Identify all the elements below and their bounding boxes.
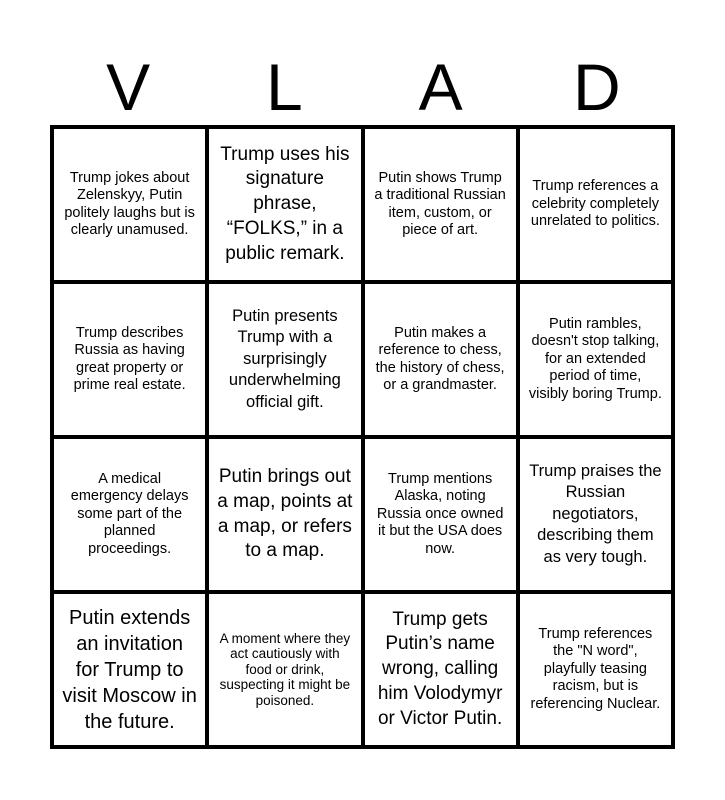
bingo-cell-r4-c1[interactable] <box>54 594 205 745</box>
cell-text: Putin extends an invitation for Trump to visit Moscow in the future. <box>62 606 197 733</box>
cell-text: Trump references the "N word", playfully teasing racism, but is referencing Nuclear. <box>530 626 661 712</box>
bingo-cell-r1-c3[interactable] <box>365 129 516 280</box>
cell-text: Trump gets Putin’s name wrong, calling him Volodymyr or Victor Putin. <box>377 608 503 729</box>
cell-text: Trump mentions Alaska, noting Russia once owned it but the USA does now. <box>376 471 504 557</box>
cell-text: Trump describes Russia as having great property or prime real estate. <box>73 324 186 393</box>
cell-text: Putin shows Trump a traditional Russian item, custom, or piece of art. <box>374 169 506 238</box>
header-letter-d: D <box>573 50 621 124</box>
cell-text: A moment where they act cautiously with food or drink, suspecting it might be poisoned. <box>219 630 351 708</box>
bingo-cell-r3-c2[interactable] <box>209 439 360 590</box>
cell-text: Putin rambles, doesn't stop talking, for an extended period of time, visibly boring Trump. <box>528 316 662 402</box>
cell-text: Trump jokes about Zelenskyy, Putin politely laughs but is clearly unamused. <box>64 169 195 238</box>
cell-text: A medical emergency delays some part of the planned proceedings. <box>70 471 189 557</box>
cell-text: Trump uses his signature phrase, “FOLKS,” in a public remark. <box>220 143 350 264</box>
cell-text: Trump references a celebrity completely unrelated to politics. <box>530 178 660 230</box>
cell-text: Putin brings out a map, points at a map, or refers to a map. <box>217 466 353 562</box>
bingo-cell-r1-c2[interactable] <box>209 129 360 280</box>
bingo-cell-r3-c4[interactable] <box>520 439 671 590</box>
header-letter-l: L <box>266 50 303 124</box>
bingo-cell-r1-c1[interactable] <box>54 129 205 280</box>
bingo-cell-r1-c4[interactable] <box>520 129 671 280</box>
bingo-cell-r4-c3[interactable] <box>365 594 516 745</box>
bingo-cell-r3-c1[interactable] <box>54 439 205 590</box>
cell-text: Putin presents Trump with a surprisingly underwhelming official gift. <box>228 306 341 411</box>
bingo-cell-r4-c4[interactable] <box>520 594 671 745</box>
bingo-board <box>50 125 675 749</box>
header-letter-v: V <box>106 50 151 124</box>
bingo-cell-r2-c2[interactable] <box>209 284 360 435</box>
bingo-cell-r4-c2[interactable] <box>209 594 360 745</box>
bingo-cell-r2-c3[interactable] <box>365 284 516 435</box>
bingo-cell-r3-c3[interactable] <box>365 439 516 590</box>
cell-text: Putin makes a reference to chess, the history of chess, or a grandmaster. <box>375 324 505 393</box>
header-letter-a: A <box>418 50 463 124</box>
bingo-cell-r2-c1[interactable] <box>54 284 205 435</box>
bingo-cell-r2-c4[interactable] <box>520 284 671 435</box>
bingo-header <box>50 48 675 126</box>
cell-text: Trump praises the Russian negotiators, describing them as very tough. <box>529 461 662 566</box>
